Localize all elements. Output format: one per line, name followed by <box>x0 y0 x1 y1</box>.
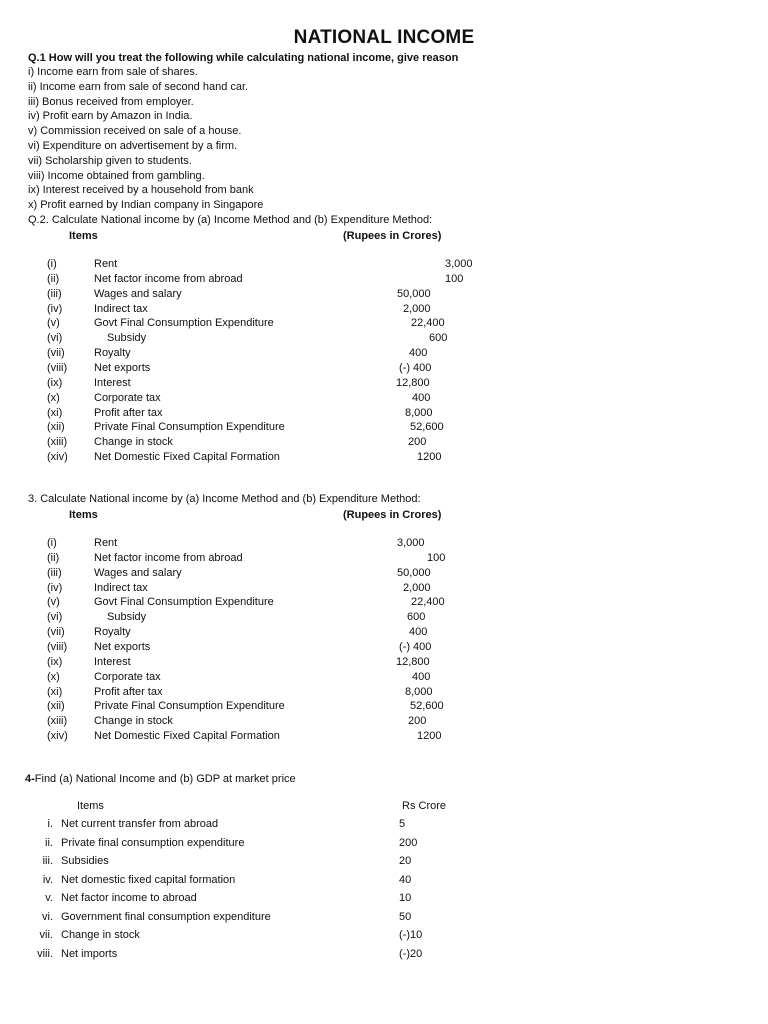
q2-row-value: 100 <box>445 272 464 285</box>
q1-list-item: v) Commission received on sale of a house. <box>28 125 242 138</box>
q2-heading: Q.2. Calculate National income by (a) Income Method and (b) Expenditure Method: <box>28 214 433 226</box>
q4-row-value: 10 <box>399 892 412 904</box>
q2-row-number: (iii) <box>47 287 62 300</box>
q3-row-value: 8,000 <box>405 685 433 698</box>
q4-row-value: 200 <box>399 836 418 849</box>
q3-row-number: (x) <box>47 670 60 683</box>
q2-row-value: 400 <box>409 347 428 360</box>
q3-row-label: Net Domestic Fixed Capital Formation <box>94 730 280 742</box>
q3-row-value: 3,000 <box>397 537 425 549</box>
q2-row-number: (viii) <box>47 361 68 374</box>
q2-row-value: 12,800 <box>396 376 430 389</box>
q3-row-number: (xii) <box>47 700 65 713</box>
q3-row-label: Change in stock <box>94 715 173 728</box>
q2-row-label: Royalty <box>94 347 131 360</box>
q3-row-number: (v) <box>47 596 60 609</box>
q1-list-item: vi) Expenditure on advertisement by a firm. <box>28 139 238 152</box>
q2-col-items: Items <box>69 230 98 242</box>
q4-row-value: (-)20 <box>399 947 423 960</box>
q2-row-label: Indirect tax <box>94 302 148 315</box>
q4-row-value: 20 <box>399 855 412 867</box>
q2-row-label: Interest <box>94 376 131 389</box>
q3-row-value: 100 <box>427 551 446 564</box>
q4-row-label: Net factor income to abroad <box>61 892 197 904</box>
q4-row-number: vii. <box>39 929 53 941</box>
q2-row-value: 1200 <box>417 451 442 463</box>
q2-row-label: Rent <box>94 258 118 270</box>
q4-col-value: Rs Crore <box>402 800 447 812</box>
q2-row-label: Net exports <box>94 361 151 374</box>
q2-row-value: 50,000 <box>397 287 431 300</box>
q3-row-value: 22,400 <box>411 596 445 609</box>
q2-row-value: (-) 400 <box>399 361 432 374</box>
q2-row-value: 2,000 <box>403 302 431 315</box>
q2-row-number: (vi) <box>47 332 63 345</box>
q1-list-item: x) Profit earned by Indian company in Singapore <box>28 199 264 212</box>
q3-row-number: (xiv) <box>47 730 68 742</box>
q3-row-value: (-) 400 <box>399 641 432 653</box>
q2-row-label: Private Final Consumption Expenditure <box>94 421 285 434</box>
q3-row-label: Net factor income from abroad <box>94 551 243 564</box>
q3-row-label: Profit after tax <box>94 685 163 698</box>
q2-row-value: 3,000 <box>445 258 473 270</box>
q4-row-number: v. <box>45 892 53 904</box>
q1-list-item: iv) Profit earn by Amazon in India. <box>28 110 193 123</box>
q3-row-label: Subsidy <box>107 611 147 624</box>
q2-row-label: Change in stock <box>94 436 173 449</box>
q3-row-label: Interest <box>94 655 131 668</box>
q3-row-label: Private Final Consumption Expenditure <box>94 700 285 713</box>
q4-heading-text: Find (a) National Income and (b) GDP at market price <box>34 773 296 785</box>
q3-row-label: Corporate tax <box>94 670 161 683</box>
q4-row-value: (-)10 <box>399 929 423 941</box>
q3-row-label: Indirect tax <box>94 581 148 594</box>
q2-row-label: Net factor income from abroad <box>94 272 243 285</box>
q2-row-number: (vii) <box>47 347 65 360</box>
q4-row-label: Government final consumption expenditure <box>61 910 271 923</box>
q4-col-items: Items <box>77 800 104 812</box>
q2-row-number: (ii) <box>47 272 60 285</box>
q4-row-number: i. <box>47 818 53 830</box>
q1-list-item: ix) Interest received by a household from bank <box>28 184 254 197</box>
q2-row-number: (x) <box>47 391 60 404</box>
q4-heading-prefix: 4- <box>25 773 35 785</box>
q2-row-label: Govt Final Consumption Expenditure <box>94 317 274 330</box>
q1-list-item: ii) Income earn from sale of second hand car. <box>28 80 249 93</box>
q4-row-number: iii. <box>42 855 53 867</box>
q3-row-number: (ii) <box>47 551 60 564</box>
q3-row-number: (vii) <box>47 626 65 639</box>
q4-row-label: Change in stock <box>61 929 140 941</box>
q3-row-number: (vi) <box>47 611 63 624</box>
q2-row-value: 200 <box>408 436 427 449</box>
q2-row-number: (xiv) <box>47 451 68 463</box>
q3-row-number: (iv) <box>47 581 63 594</box>
q2-col-value: (Rupees in Crores) <box>343 230 442 242</box>
q3-row-value: 200 <box>408 715 427 728</box>
q3-row-number: (i) <box>47 537 57 549</box>
q2-row-label: Wages and salary <box>94 287 182 300</box>
q4-row-value: 40 <box>399 873 412 886</box>
q2-row-number: (v) <box>47 317 60 330</box>
q2-row-label: Corporate tax <box>94 391 161 404</box>
q1-list-item: iii) Bonus received from employer. <box>28 95 194 108</box>
q1-list-item: i) Income earn from sale of shares. <box>28 66 198 78</box>
q2-row-number: (iv) <box>47 302 63 315</box>
q4-row-label: Net current transfer from abroad <box>61 818 219 830</box>
q3-row-label: Royalty <box>94 626 131 639</box>
q3-row-number: (ix) <box>47 655 63 668</box>
q3-row-value: 400 <box>412 670 431 683</box>
q3-row-number: (xi) <box>47 685 63 698</box>
q2-row-number: (i) <box>47 258 57 270</box>
q3-row-label: Wages and salary <box>94 566 182 579</box>
q3-row-value: 52,600 <box>410 700 444 713</box>
q3-col-items: Items <box>69 509 98 521</box>
q1-heading: Q.1 How will you treat the following while calculating national income, give reason <box>28 52 459 64</box>
q2-row-label: Subsidy <box>107 332 147 345</box>
q3-row-label: Govt Final Consumption Expenditure <box>94 596 274 609</box>
q3-row-value: 12,800 <box>396 655 430 668</box>
q3-row-number: (xiii) <box>47 715 68 728</box>
q4-row-number: viii. <box>37 947 53 960</box>
q2-row-number: (ix) <box>47 376 63 389</box>
q2-row-value: 8,000 <box>405 406 433 419</box>
q3-col-value: (Rupees in Crores) <box>343 509 442 521</box>
q4-row-label: Net imports <box>61 947 118 960</box>
q4-row-number: iv. <box>42 873 53 886</box>
q4-row-value: 5 <box>399 818 406 830</box>
q3-row-value: 600 <box>407 611 426 624</box>
q2-row-value: 22,400 <box>411 317 445 330</box>
q4-row-value: 50 <box>399 910 412 923</box>
q2-row-label: Profit after tax <box>94 406 163 419</box>
page-title: NATIONAL INCOME <box>293 27 475 48</box>
q2-row-number: (xii) <box>47 421 65 434</box>
q3-row-value: 50,000 <box>397 566 431 579</box>
q4-row-number: vi. <box>42 910 53 923</box>
q4-row-label: Net domestic fixed capital formation <box>61 873 236 886</box>
q3-row-number: (viii) <box>47 641 68 653</box>
q4-row-number: ii. <box>45 836 53 849</box>
q2-row-label: Net Domestic Fixed Capital Formation <box>94 451 280 463</box>
q2-row-number: (xi) <box>47 406 63 419</box>
q1-list <box>28 65 263 213</box>
q2-row-number: (xiii) <box>47 436 68 449</box>
q3-row-label: Rent <box>94 537 118 549</box>
q3-heading: 3. Calculate National income by (a) Income Method and (b) Expenditure Method: <box>28 493 421 505</box>
q2-row-value: 400 <box>412 391 431 404</box>
q3-row-value: 1200 <box>417 730 442 742</box>
q1-list-item: vii) Scholarship given to students. <box>28 154 192 167</box>
q4-row-label: Subsidies <box>61 855 109 867</box>
q4-heading <box>25 772 296 786</box>
q3-row-value: 400 <box>409 626 428 639</box>
q1-list-item: viii) Income obtained from gambling. <box>28 169 205 182</box>
q3-row-number: (iii) <box>47 566 62 579</box>
q3-row-label: Net exports <box>94 641 151 653</box>
q2-row-value: 600 <box>429 332 448 345</box>
q3-row-value: 2,000 <box>403 581 431 594</box>
q2-row-value: 52,600 <box>410 421 444 434</box>
q4-row-label: Private final consumption expenditure <box>61 836 245 849</box>
